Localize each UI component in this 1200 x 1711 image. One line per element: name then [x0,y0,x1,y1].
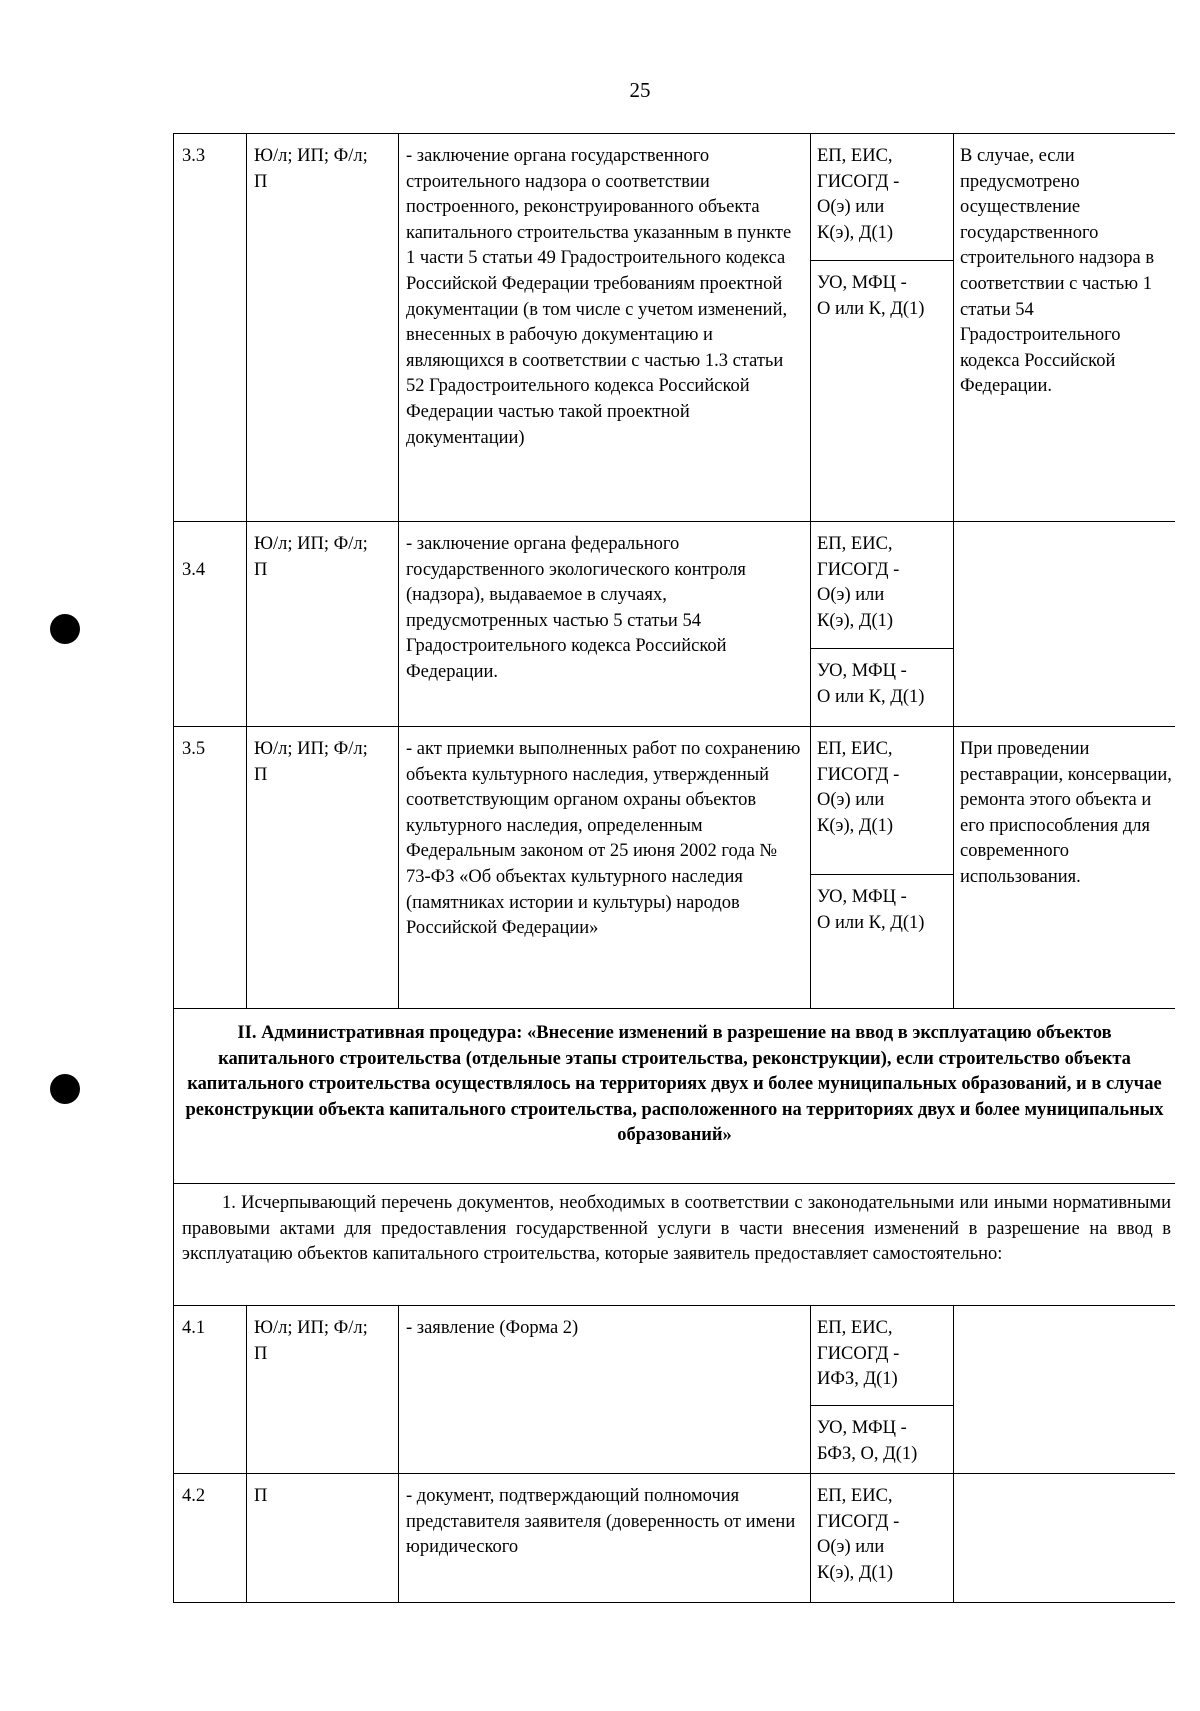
table-row [174,726,1175,1008]
table-row [174,1473,1175,1603]
submission-channels [810,1306,953,1473]
applicant-type: Ю/л; ИП; Ф/л; П [246,727,398,1008]
row-number: 3.5 [182,739,206,759]
section-heading: II. Административная процедура: «Внесение изменений в разрешение на ввод в эксплуатацию объектов капитального строительства (отдельные этапы строительства, реконструкции), если строительство объекта капитального строительства осуществлялось на территориях двух и более муниципальных образований, и в случае реконструкции объекта капитального строительства, расположенного на территориях двух и более муниципальных образований» [174,1008,1175,1183]
row-number: 3.4 [182,560,206,580]
documents-table [173,133,1175,1603]
channel-in-person: УО, МФЦ - О или К, Д(1) [811,648,953,726]
document-description: - акт приемки выполненных работ по сохранению объекта культурного наследия, утвержденный соответствующим органом охраны объектов культурного наследия, определенным Федеральным законом от 25 июня 2002 года № 73-ФЗ «Об объектах культурного наследия (памятниках истории и культуры) народов Российской Федерации» [398,727,810,1008]
document-description: - заявление (Форма 2) [398,1306,810,1473]
channel-electronic: ЕП, ЕИС, ГИСОГД - ИФЗ, Д(1) [817,1318,900,1390]
applicant-type: Ю/л; ИП; Ф/л; П [246,134,398,521]
channel-in-person: УО, МФЦ - БФЗ, О, Д(1) [811,1405,953,1473]
note: В случае, если предусмотрено осуществление государственного строительного надзора в соответствии с частью 1 статьи 54 Градостроительного кодекса Российской Федерации. [953,134,1176,521]
submission-channels [810,134,953,521]
table-row [174,1305,1175,1473]
table-row [174,133,1175,521]
punch-hole-mark [50,1074,80,1104]
channel-electronic: ЕП, ЕИС, ГИСОГД - О(э) или К(э), Д(1) [817,146,900,243]
document-description: - заключение органа федерального государственного экологического контроля (надзора), выдаваемое в случаях, предусмотренных частью 5 статьи 54 Градостроительного кодекса Российской Федерации. [398,522,810,726]
channel-electronic: ЕП, ЕИС, ГИСОГД - О(э) или К(э), Д(1) [817,739,900,836]
applicant-type: Ю/л; ИП; Ф/л; П [246,522,398,726]
row-number: 4.1 [182,1318,206,1338]
note [953,522,1176,726]
channel-electronic: ЕП, ЕИС, ГИСОГД - О(э) или К(э), Д(1) [817,1486,900,1583]
document-description: - заключение органа государственного строительного надзора о соответствии построенного, реконструированного объекта капитального строительства указанным в пункте 1 части 5 статьи 49 Градостроительного кодекса Российской Федерации требованиям проектной документации (в том числе с учетом изменений, внесенных в рабочую документацию и являющихся в соответствии с частью 1.3 статьи 52 Градостроительного кодекса Российской Федерации частью такой проектной документации) [398,134,810,521]
applicant-type: П [246,1474,398,1602]
note: При проведении реставрации, консервации, ремонта этого объекта и его приспособления для современного использования. [953,727,1176,1008]
intro-paragraph: 1. Исчерпывающий перечень документов, необходимых в соответствии с законодательными или иными нормативными правовыми актами для предоставления государственной услуги в части внесения изменений в разрешение на ввод в эксплуатацию объектов капитального строительства, которые заявитель предоставляет самостоятельно: [174,1183,1175,1305]
table-row [174,521,1175,726]
row-number: 3.3 [182,146,206,166]
applicant-type: Ю/л; ИП; Ф/л; П [246,1306,398,1473]
punch-hole-mark [50,614,80,644]
submission-channels [810,522,953,726]
channel-in-person: УО, МФЦ - О или К, Д(1) [811,874,953,1008]
submission-channels [810,1474,953,1602]
channel-electronic: ЕП, ЕИС, ГИСОГД - О(э) или К(э), Д(1) [817,534,900,631]
page-number: 25 [629,78,651,102]
note [953,1306,1176,1473]
note [953,1474,1176,1602]
row-number: 4.2 [182,1486,206,1506]
document-description: - документ, подтверждающий полномочия представителя заявителя (доверенность от имени юридического [398,1474,810,1602]
submission-channels [810,727,953,1008]
channel-in-person: УО, МФЦ - О или К, Д(1) [811,260,953,521]
